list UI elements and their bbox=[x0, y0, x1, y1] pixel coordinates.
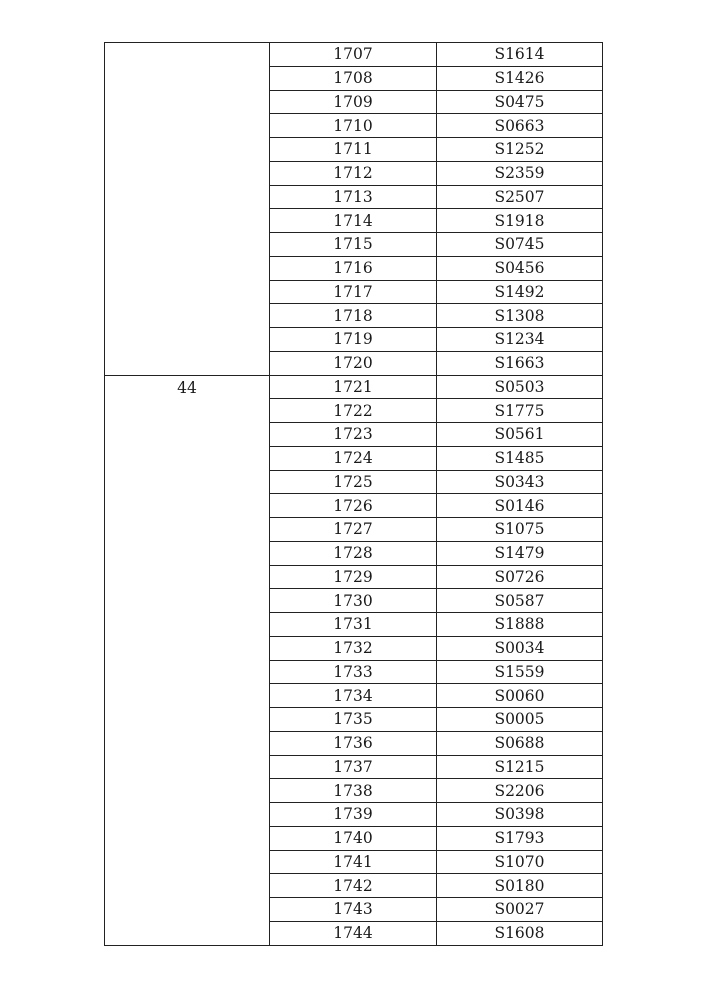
row-number-cell: 1737 bbox=[270, 755, 437, 779]
row-number-cell: 1721 bbox=[270, 375, 437, 399]
row-number-cell: 1730 bbox=[270, 589, 437, 613]
row-number-cell: 1738 bbox=[270, 779, 437, 803]
group-label-cell: 44 bbox=[105, 375, 270, 945]
table-row bbox=[105, 375, 603, 399]
row-number-cell: 1720 bbox=[270, 351, 437, 375]
row-number-cell: 1715 bbox=[270, 233, 437, 257]
document-table bbox=[104, 42, 603, 946]
row-number-cell: 1707 bbox=[270, 43, 437, 67]
code-cell: S1485 bbox=[437, 446, 603, 470]
row-number-cell: 1732 bbox=[270, 636, 437, 660]
row-number-cell: 1713 bbox=[270, 185, 437, 209]
code-cell: S0503 bbox=[437, 375, 603, 399]
code-cell: S2206 bbox=[437, 779, 603, 803]
row-number-cell: 1724 bbox=[270, 446, 437, 470]
code-cell: S1234 bbox=[437, 328, 603, 352]
code-cell: S0663 bbox=[437, 114, 603, 138]
code-cell: S0027 bbox=[437, 898, 603, 922]
code-cell: S0005 bbox=[437, 708, 603, 732]
code-cell: S0475 bbox=[437, 90, 603, 114]
code-cell: S0587 bbox=[437, 589, 603, 613]
code-cell: S1793 bbox=[437, 826, 603, 850]
code-cell: S1888 bbox=[437, 613, 603, 637]
code-cell: S0146 bbox=[437, 494, 603, 518]
code-cell: S1479 bbox=[437, 541, 603, 565]
code-cell: S0745 bbox=[437, 233, 603, 257]
code-cell: S0456 bbox=[437, 256, 603, 280]
group-label-cell bbox=[105, 43, 270, 376]
code-cell: S0180 bbox=[437, 874, 603, 898]
row-number-cell: 1740 bbox=[270, 826, 437, 850]
code-cell: S0343 bbox=[437, 470, 603, 494]
row-number-cell: 1733 bbox=[270, 660, 437, 684]
row-number-cell: 1743 bbox=[270, 898, 437, 922]
code-cell: S1918 bbox=[437, 209, 603, 233]
row-number-cell: 1723 bbox=[270, 423, 437, 447]
code-cell: S0034 bbox=[437, 636, 603, 660]
code-cell: S1614 bbox=[437, 43, 603, 67]
row-number-cell: 1727 bbox=[270, 518, 437, 542]
table-body bbox=[105, 43, 603, 946]
code-cell: S1663 bbox=[437, 351, 603, 375]
code-cell: S0688 bbox=[437, 731, 603, 755]
row-number-cell: 1742 bbox=[270, 874, 437, 898]
code-cell: S1075 bbox=[437, 518, 603, 542]
row-number-cell: 1714 bbox=[270, 209, 437, 233]
code-cell: S0561 bbox=[437, 423, 603, 447]
row-number-cell: 1736 bbox=[270, 731, 437, 755]
code-cell: S1426 bbox=[437, 66, 603, 90]
row-number-cell: 1712 bbox=[270, 161, 437, 185]
row-number-cell: 1741 bbox=[270, 850, 437, 874]
row-number-cell: 1708 bbox=[270, 66, 437, 90]
code-cell: S0060 bbox=[437, 684, 603, 708]
row-number-cell: 1744 bbox=[270, 921, 437, 945]
code-cell: S2359 bbox=[437, 161, 603, 185]
row-number-cell: 1722 bbox=[270, 399, 437, 423]
code-cell: S1308 bbox=[437, 304, 603, 328]
row-number-cell: 1709 bbox=[270, 90, 437, 114]
row-number-cell: 1710 bbox=[270, 114, 437, 138]
row-number-cell: 1735 bbox=[270, 708, 437, 732]
row-number-cell: 1728 bbox=[270, 541, 437, 565]
row-number-cell: 1711 bbox=[270, 138, 437, 162]
row-number-cell: 1716 bbox=[270, 256, 437, 280]
row-number-cell: 1717 bbox=[270, 280, 437, 304]
row-number-cell: 1718 bbox=[270, 304, 437, 328]
row-number-cell: 1729 bbox=[270, 565, 437, 589]
code-cell: S2507 bbox=[437, 185, 603, 209]
row-number-cell: 1719 bbox=[270, 328, 437, 352]
code-cell: S1252 bbox=[437, 138, 603, 162]
code-cell: S0398 bbox=[437, 803, 603, 827]
code-cell: S1775 bbox=[437, 399, 603, 423]
code-cell: S1215 bbox=[437, 755, 603, 779]
row-number-cell: 1725 bbox=[270, 470, 437, 494]
row-number-cell: 1734 bbox=[270, 684, 437, 708]
code-cell: S0726 bbox=[437, 565, 603, 589]
row-number-cell: 1731 bbox=[270, 613, 437, 637]
code-cell: S1608 bbox=[437, 921, 603, 945]
code-cell: S1492 bbox=[437, 280, 603, 304]
row-number-cell: 1726 bbox=[270, 494, 437, 518]
code-cell: S1070 bbox=[437, 850, 603, 874]
table-row bbox=[105, 43, 603, 67]
code-cell: S1559 bbox=[437, 660, 603, 684]
row-number-cell: 1739 bbox=[270, 803, 437, 827]
